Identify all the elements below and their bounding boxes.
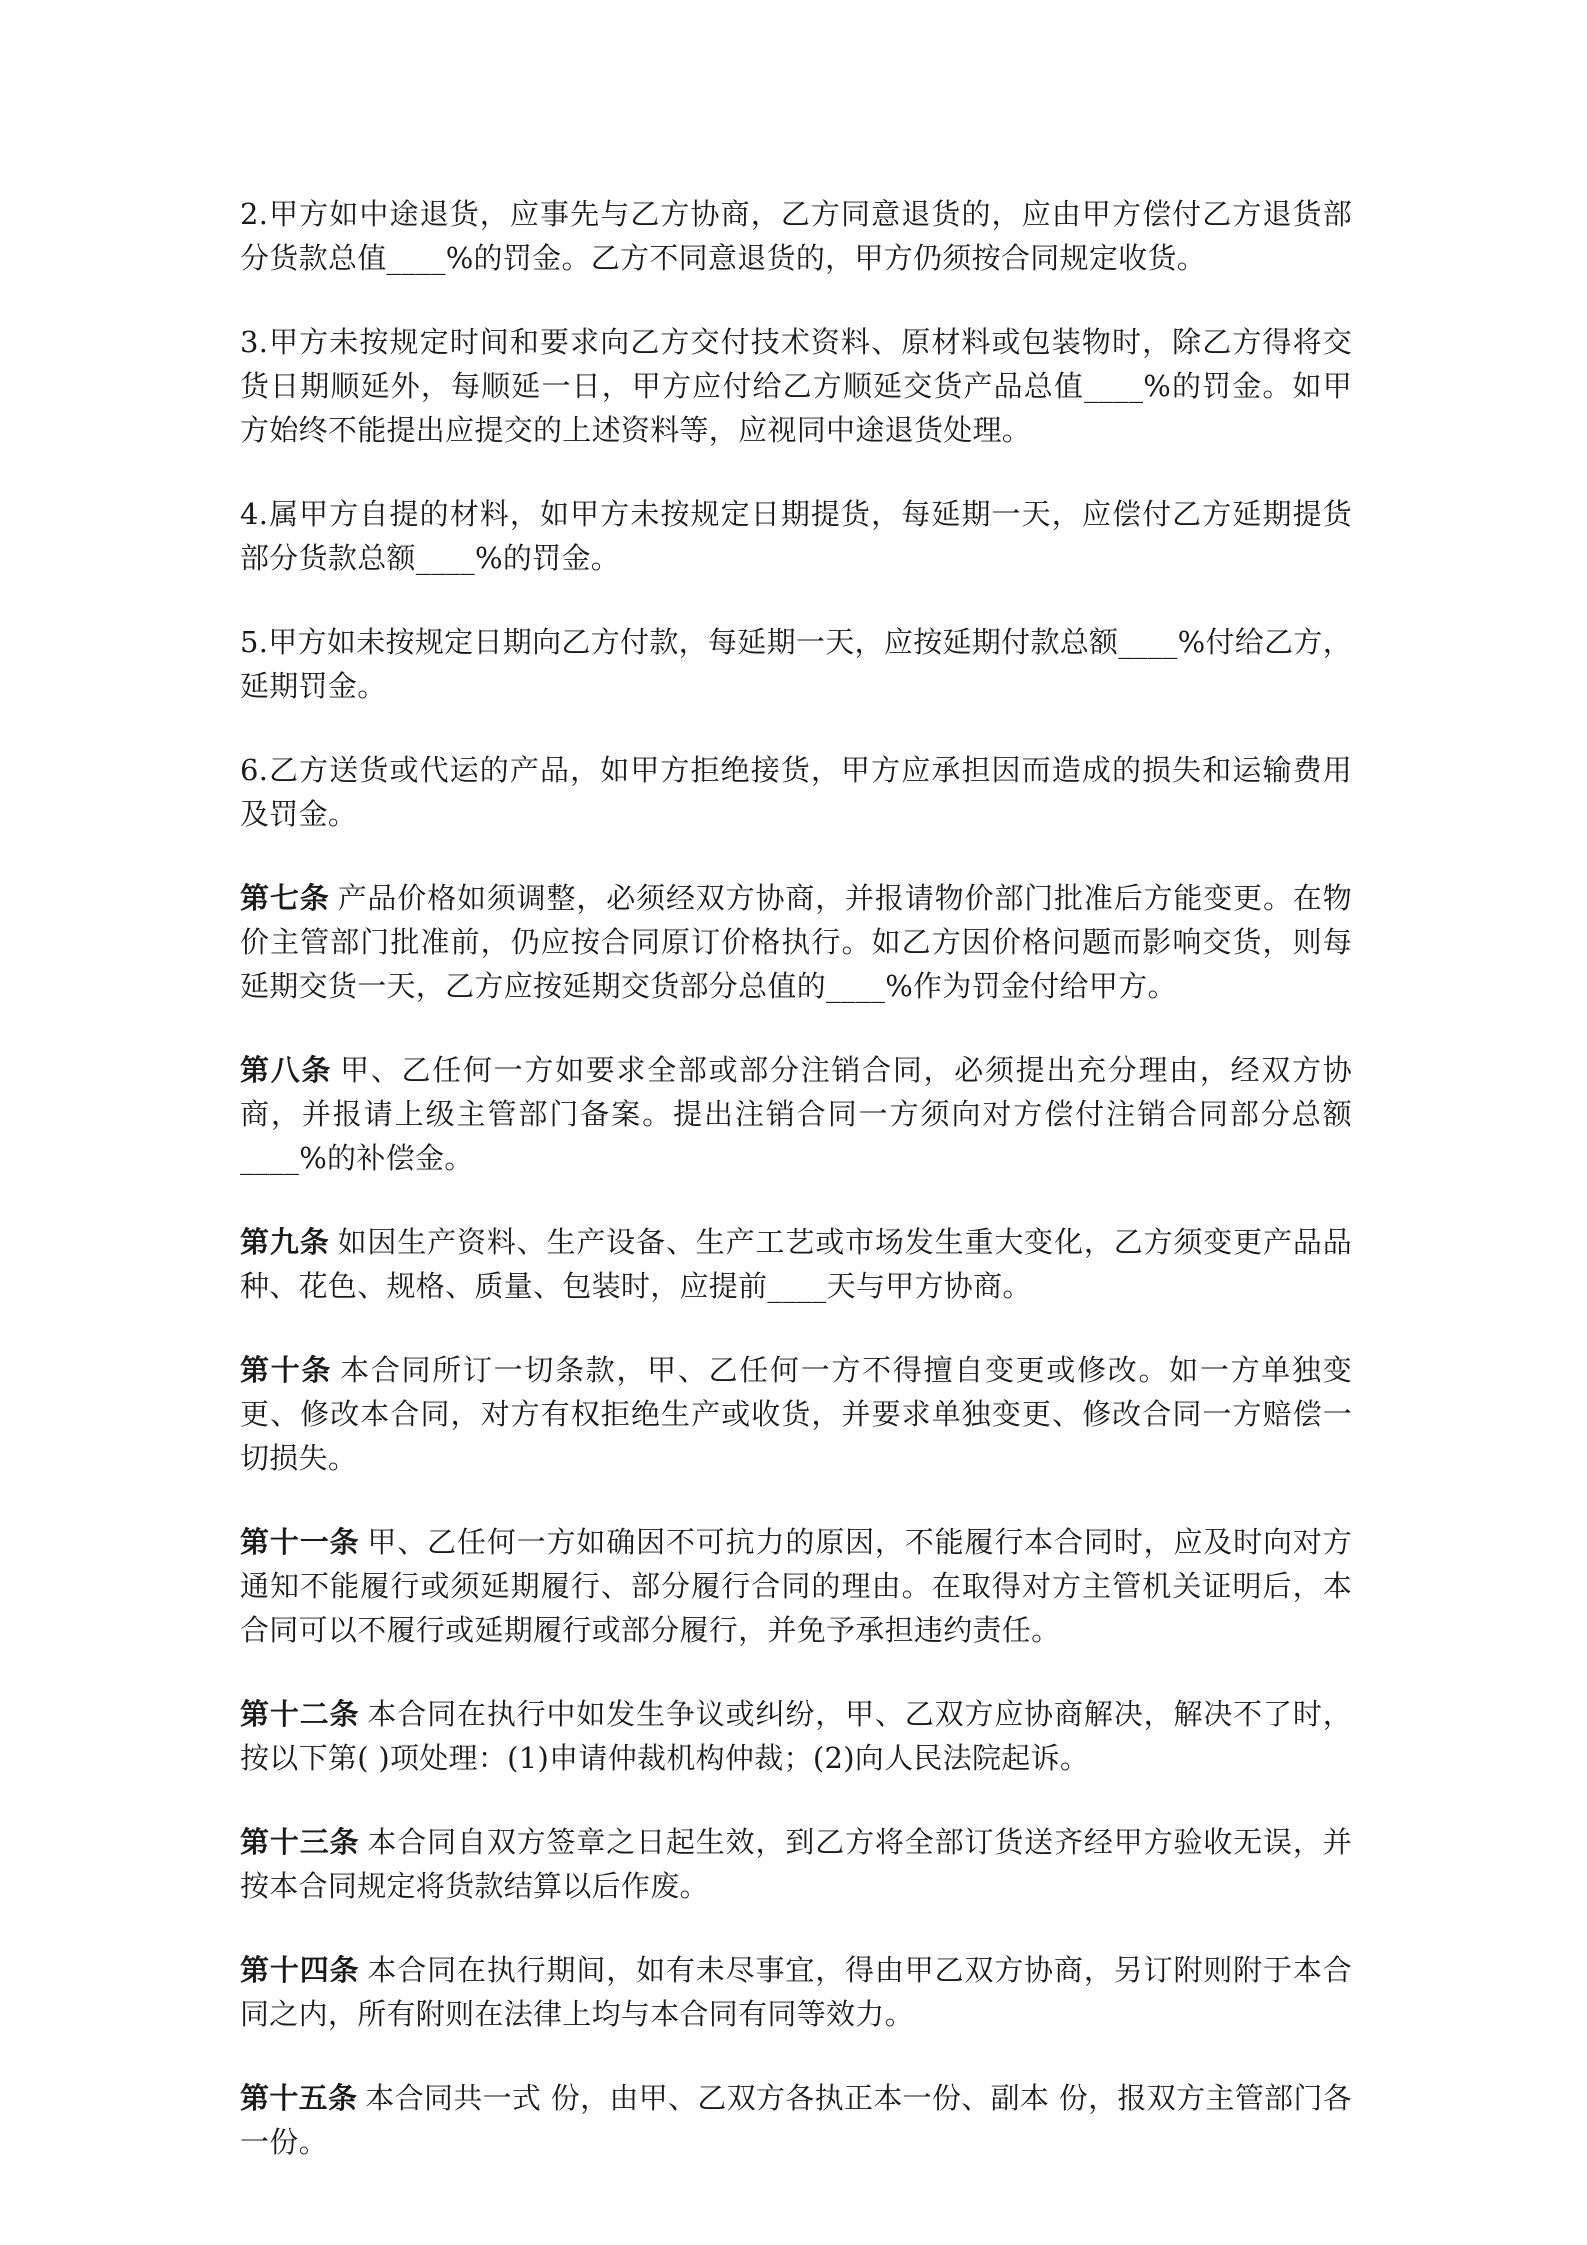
clause-paragraph: [240, 748, 1352, 836]
article-text: 本合同所订一切条款，甲、乙任何一方不得擅自变更或修改。如一方单独变更、修改本合同，对方有权拒绝生产或收货，并要求单独变更、修改合同一方赔偿一切损失。: [240, 1353, 1352, 1475]
clause-text: 6.乙方送货或代运的产品，如甲方拒绝接货，甲方应承担因而造成的损失和运输费用及罚金。: [240, 753, 1352, 831]
article-12: [240, 1692, 1352, 1780]
article-7: [240, 876, 1352, 1008]
article-text: 本合同在执行期间，如有未尽事宜，得由甲乙双方协商，另订附则附于本合同之内，所有附则在法律上均与本合同有同等效力。: [240, 1953, 1353, 2031]
contract-body: [240, 192, 1352, 2204]
clause-paragraph: [240, 192, 1352, 280]
article-label: 第十四条: [240, 1953, 360, 1987]
article-text: 甲、乙任何一方如要求全部或部分注销合同，必须提出充分理由，经双方协商，并报请上级主管部门备案。提出注销合同一方须向对方偿付注销合同部分总额____%的补偿金。: [240, 1053, 1352, 1175]
article-text: 甲、乙任何一方如确因不可抗力的原因，不能履行本合同时，应及时向对方通知不能履行或须延期履行、部分履行合同的理由。在取得对方主管机关证明后，本合同可以不履行或延期履行或部分履行，并免予承担违约责任。: [240, 1525, 1353, 1647]
article-label: 第八条: [240, 1053, 333, 1087]
clause-text: 5.甲方如未按规定日期向乙方付款，每延期一天，应按延期付款总额____%付给乙方，延期罚金。: [240, 625, 1352, 703]
article-10: [240, 1348, 1352, 1480]
article-text: 本合同在执行中如发生争议或纠纷，甲、乙双方应协商解决，解决不了时，按以下第( )项处理：(1)申请仲裁机构仲裁；(2)向人民法院起诉。: [240, 1697, 1353, 1775]
article-9: [240, 1220, 1352, 1308]
article-text: 产品价格如须调整，必须经双方协商，并报请物价部门批准后方能变更。在物价主管部门批准前，仍应按合同原订价格执行。如乙方因价格问题而影响交货，则每延期交货一天，乙方应按延期交货部分总值的____%作为罚金付给甲方。: [240, 881, 1352, 1003]
clause-paragraph: [240, 320, 1352, 452]
clause-text: 2.甲方如中途退货，应事先与乙方协商，乙方同意退货的，应由甲方偿付乙方退货部分货款总值____%的罚金。乙方不同意退货的，甲方仍须按合同规定收货。: [240, 197, 1352, 275]
article-text: 本合同共一式 份，由甲、乙双方各执正本一份、副本 份，报双方主管部门各一份。: [240, 2081, 1352, 2159]
article-text: 本合同自双方签章之日起生效，到乙方将全部订货送齐经甲方验收无误，并按本合同规定将货款结算以后作废。: [240, 1825, 1353, 1903]
article-label: 第十条: [240, 1353, 333, 1387]
article-text: 如因生产资料、生产设备、生产工艺或市场发生重大变化，乙方须变更产品品种、花色、规格、质量、包装时，应提前____天与甲方协商。: [240, 1225, 1352, 1303]
clause-text: 4.属甲方自提的材料，如甲方未按规定日期提货，每延期一天，应偿付乙方延期提货部分货款总额____%的罚金。: [240, 497, 1352, 575]
article-8: [240, 1048, 1352, 1180]
clause-paragraph: [240, 492, 1352, 580]
article-13: [240, 1820, 1352, 1908]
article-label: 第七条: [240, 881, 330, 915]
clause-text: 3.甲方未按规定时间和要求向乙方交付技术资料、原材料或包装物时，除乙方得将交货日期顺延外，每顺延一日，甲方应付给乙方顺延交货产品总值____%的罚金。如甲方始终不能提出应提交的上述资料等，应视同中途退货处理。: [240, 325, 1352, 447]
clause-paragraph: [240, 620, 1352, 708]
article-label: 第十二条: [240, 1697, 360, 1731]
article-14: [240, 1948, 1352, 2036]
article-label: 第十一条: [240, 1525, 360, 1559]
article-label: 第九条: [240, 1225, 330, 1259]
article-label: 第十五条: [240, 2081, 358, 2115]
article-label: 第十三条: [240, 1825, 360, 1859]
article-11: [240, 1520, 1352, 1652]
article-15: [240, 2076, 1352, 2164]
